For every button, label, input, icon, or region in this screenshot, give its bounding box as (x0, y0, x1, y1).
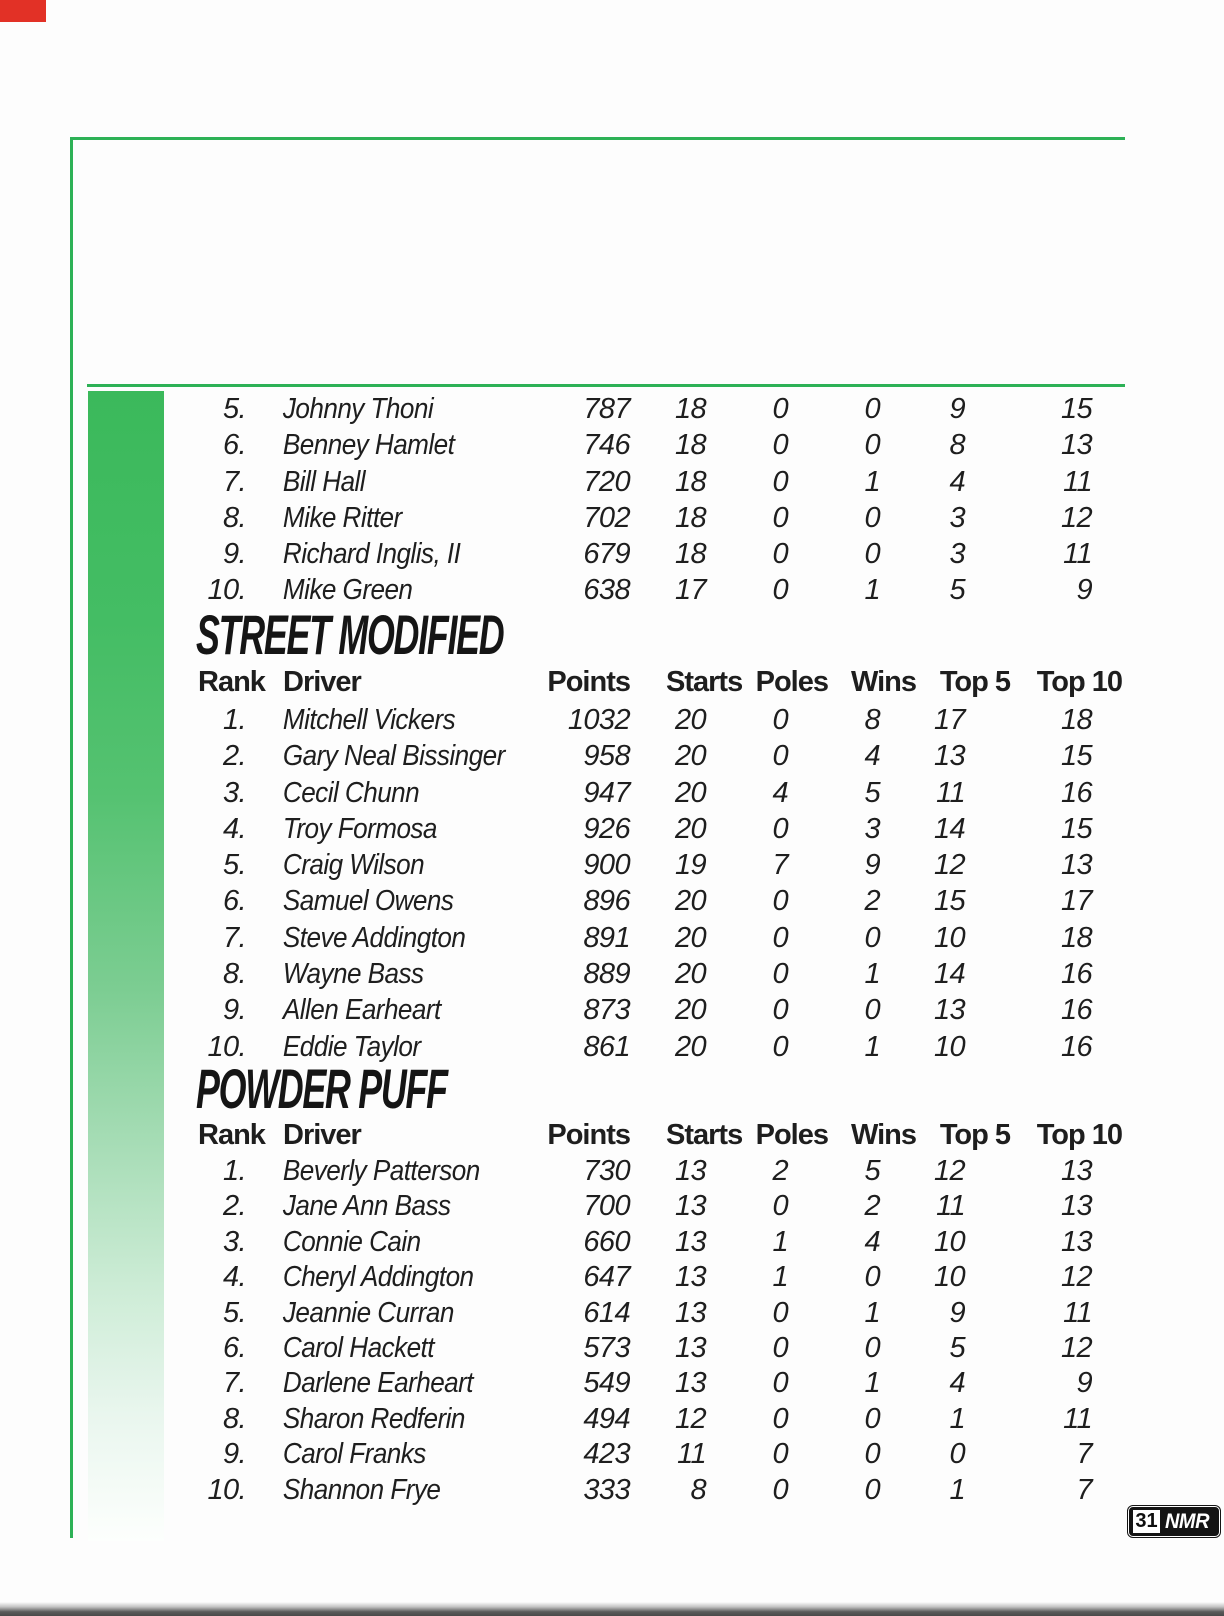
poles-cell: 0 (772, 921, 788, 954)
rank-cell: 6. (223, 429, 246, 462)
rank-column-header: Rank (198, 1119, 265, 1151)
wins-cell: 1 (864, 574, 880, 607)
starts-column-header: Starts (666, 666, 743, 698)
wins-cell: 2 (864, 1190, 880, 1223)
points-table-continued (160, 391, 1092, 609)
poles-cell: 0 (772, 994, 788, 1027)
table-row (160, 391, 1092, 427)
top5-column-header: Top 5 (939, 1119, 1010, 1151)
wins-cell: 0 (864, 1261, 880, 1294)
table-row (160, 992, 1092, 1028)
points-cell: 700 (583, 1190, 630, 1223)
poles-cell: 0 (772, 740, 788, 773)
top5-cell: 17 (933, 704, 965, 736)
rank-cell: 5. (223, 393, 246, 425)
rank-cell: 10. (207, 574, 246, 607)
starts-cell: 11 (677, 1438, 706, 1471)
top5-cell: 1 (949, 1473, 965, 1506)
driver-column-header: Driver (283, 666, 361, 698)
top10-cell: 11 (1063, 1402, 1092, 1435)
poles-cell: 1 (772, 1261, 788, 1294)
table-row (160, 427, 1092, 463)
driver-cell: Mike Green (282, 574, 413, 607)
wins-cell: 0 (864, 538, 880, 571)
starts-cell: 20 (674, 812, 706, 845)
starts-cell: 13 (674, 1367, 706, 1400)
wins-cell: 1 (864, 1030, 880, 1063)
starts-cell: 20 (674, 740, 706, 773)
poles-cell: 0 (772, 1296, 788, 1329)
points-cell: 423 (583, 1438, 630, 1471)
scan-edge-shadow (0, 1602, 1224, 1616)
driver-cell: Wayne Bass (282, 958, 424, 991)
street-modified-table (160, 702, 1092, 1065)
driver-cell: Craig Wilson (282, 849, 425, 882)
rank-cell: 4. (223, 812, 246, 845)
driver-cell: Sharon Redferin (282, 1402, 465, 1435)
top10-cell: 11 (1063, 1296, 1092, 1329)
rank-cell: 4. (223, 1261, 246, 1294)
top5-cell: 13 (933, 994, 965, 1027)
street-modified-table-header (160, 664, 1122, 700)
wins-cell: 1 (864, 958, 880, 991)
section-title-street-modified: STREET MODIFIED (196, 603, 504, 666)
points-cell: 660 (583, 1225, 630, 1258)
driver-cell: Mike Ritter (282, 501, 402, 534)
starts-cell: 20 (674, 958, 706, 991)
green-gradient-bar (88, 391, 164, 1541)
rank-cell: 9. (223, 994, 246, 1027)
points-cell: 549 (583, 1367, 630, 1400)
poles-cell: 0 (772, 1030, 788, 1063)
page-number: 31 (1133, 1510, 1160, 1533)
top5-cell: 1 (949, 1402, 965, 1435)
top10-cell: 16 (1060, 776, 1092, 809)
table-row (160, 1189, 1092, 1224)
points-cell: 926 (583, 812, 630, 845)
points-cell: 947 (583, 776, 630, 809)
points-cell: 730 (583, 1155, 630, 1187)
poles-cell: 1 (772, 1225, 788, 1258)
driver-cell: Carol Hackett (282, 1332, 434, 1365)
driver-cell: Jeannie Curran (282, 1296, 454, 1329)
powder-puff-table-header (160, 1117, 1122, 1153)
starts-cell: 13 (674, 1225, 706, 1258)
column-header-row (160, 1117, 1122, 1153)
corner-mark (0, 0, 46, 22)
top5-cell: 8 (949, 429, 965, 462)
wins-cell: 3 (864, 812, 880, 845)
table-row (160, 702, 1092, 738)
wins-cell: 4 (864, 1225, 880, 1258)
top5-cell: 3 (949, 501, 965, 534)
top10-cell: 13 (1060, 429, 1092, 462)
wins-cell: 0 (864, 1438, 880, 1471)
starts-cell: 13 (674, 1190, 706, 1223)
starts-cell: 18 (674, 501, 706, 534)
points-cell: 896 (583, 885, 630, 918)
rank-cell: 7. (223, 465, 246, 498)
wins-cell: 2 (864, 885, 880, 918)
points-cell: 702 (583, 501, 630, 534)
wins-cell: 0 (864, 921, 880, 954)
points-cell: 494 (583, 1402, 630, 1435)
poles-cell: 0 (772, 1332, 788, 1365)
top5-column-header: Top 5 (939, 666, 1010, 698)
poles-cell: 0 (772, 1190, 788, 1223)
rank-cell: 8. (223, 501, 246, 534)
top5-cell: 10 (933, 1225, 965, 1258)
poles-cell: 0 (772, 429, 788, 462)
powder-puff-table (160, 1154, 1092, 1508)
poles-cell: 0 (772, 393, 788, 425)
driver-cell: Gary Neal Bissinger (282, 740, 505, 773)
wins-cell: 0 (864, 1402, 880, 1435)
top10-column-header: Top 10 (1036, 1119, 1122, 1151)
rank-column-header: Rank (198, 666, 265, 698)
points-cell: 614 (583, 1296, 630, 1329)
rank-cell: 7. (223, 1367, 246, 1400)
poles-cell: 0 (772, 465, 788, 498)
table-row (160, 536, 1092, 572)
driver-cell: Connie Cain (282, 1225, 421, 1258)
driver-cell: Allen Earheart (282, 994, 441, 1027)
table-row (160, 956, 1092, 992)
top10-cell: 12 (1060, 501, 1092, 534)
rank-cell: 10. (207, 1473, 246, 1506)
top5-cell: 12 (933, 1155, 965, 1187)
rank-cell: 8. (223, 958, 246, 991)
top5-cell: 4 (949, 465, 965, 498)
poles-cell: 0 (772, 958, 788, 991)
rank-cell: 2. (223, 740, 246, 773)
table-row (160, 883, 1092, 919)
driver-cell: Eddie Taylor (282, 1030, 421, 1063)
wins-cell: 0 (864, 429, 880, 462)
rank-cell: 1. (223, 704, 246, 736)
wins-cell: 5 (864, 776, 880, 809)
top5-cell: 10 (933, 921, 965, 954)
starts-cell: 19 (674, 849, 706, 882)
driver-cell: Johnny Thoni (282, 393, 434, 425)
top10-cell: 16 (1060, 994, 1092, 1027)
wins-cell: 4 (864, 740, 880, 773)
driver-cell: Cheryl Addington (282, 1261, 474, 1294)
poles-cell: 0 (772, 1367, 788, 1400)
top5-cell: 14 (933, 958, 965, 991)
starts-cell: 20 (674, 885, 706, 918)
rank-cell: 7. (223, 921, 246, 954)
top10-cell: 9 (1076, 1367, 1092, 1400)
starts-cell: 20 (674, 704, 706, 736)
rank-cell: 1. (223, 1155, 246, 1187)
poles-cell: 0 (772, 1473, 788, 1506)
driver-cell: Shannon Frye (282, 1473, 441, 1506)
driver-cell: Samuel Owens (282, 885, 454, 918)
top10-cell: 7 (1076, 1473, 1092, 1506)
wins-cell: 9 (864, 849, 880, 882)
wins-cell: 0 (864, 501, 880, 534)
driver-cell: Cecil Chunn (282, 776, 420, 809)
wins-cell: 0 (864, 1332, 880, 1365)
wins-cell: 0 (864, 1473, 880, 1506)
rank-cell: 2. (223, 1190, 246, 1223)
top10-cell: 13 (1060, 1190, 1092, 1223)
magazine-logo: NMR (1165, 1509, 1210, 1533)
table-row (160, 1402, 1092, 1437)
poles-cell: 0 (772, 501, 788, 534)
table-row (160, 1225, 1092, 1260)
wins-cell: 8 (864, 704, 880, 736)
top5-cell: 11 (936, 776, 965, 809)
table-row (160, 920, 1092, 956)
points-cell: 958 (583, 740, 630, 773)
top10-cell: 15 (1060, 812, 1092, 845)
starts-column-header: Starts (666, 1119, 743, 1151)
wins-cell: 1 (864, 465, 880, 498)
table-row (160, 1154, 1092, 1189)
top5-cell: 5 (949, 574, 965, 607)
wins-cell: 1 (864, 1296, 880, 1329)
top10-cell: 17 (1060, 885, 1092, 918)
driver-cell: Troy Formosa (282, 812, 437, 845)
rank-cell: 8. (223, 1402, 246, 1435)
table-row (160, 1296, 1092, 1331)
driver-column-header: Driver (283, 1119, 361, 1151)
table-row (160, 847, 1092, 883)
table-row (160, 811, 1092, 847)
top10-cell: 11 (1063, 538, 1092, 571)
wins-column-header: Wins (850, 1119, 916, 1151)
starts-cell: 8 (690, 1473, 706, 1506)
top10-cell: 13 (1060, 1155, 1092, 1187)
points-cell: 573 (583, 1332, 630, 1365)
points-cell: 679 (583, 538, 630, 571)
top10-cell: 13 (1060, 849, 1092, 882)
green-border-left (70, 137, 73, 1538)
poles-cell: 4 (772, 776, 788, 809)
top5-cell: 9 (949, 393, 965, 425)
top10-cell: 13 (1060, 1225, 1092, 1258)
rank-cell: 9. (223, 538, 246, 571)
poles-cell: 0 (772, 885, 788, 918)
table-row (160, 1260, 1092, 1295)
rank-cell: 6. (223, 885, 246, 918)
points-cell: 1032 (567, 704, 630, 736)
points-cell: 873 (583, 994, 630, 1027)
top10-cell: 12 (1060, 1261, 1092, 1294)
top10-cell: 7 (1076, 1438, 1092, 1471)
starts-cell: 13 (674, 1296, 706, 1329)
poles-cell: 0 (772, 704, 788, 736)
driver-cell: Jane Ann Bass (282, 1190, 451, 1223)
table-row (160, 1331, 1092, 1366)
column-header-row (160, 664, 1122, 700)
top5-cell: 10 (933, 1030, 965, 1063)
poles-cell: 0 (772, 1402, 788, 1435)
wins-cell: 0 (864, 393, 880, 425)
top10-cell: 15 (1060, 393, 1092, 425)
starts-cell: 18 (674, 429, 706, 462)
green-divider-line (87, 384, 1125, 387)
poles-cell: 7 (772, 849, 788, 882)
poles-cell: 0 (772, 1438, 788, 1471)
table-row (160, 500, 1092, 536)
driver-cell: Steve Addington (282, 921, 466, 954)
poles-column-header: Poles (755, 1119, 828, 1151)
section-title-powder-puff: POWDER PUFF (196, 1057, 447, 1120)
points-column-header: Points (547, 1119, 630, 1151)
top5-cell: 14 (933, 812, 965, 845)
top10-cell: 16 (1060, 1030, 1092, 1063)
poles-cell: 0 (772, 538, 788, 571)
driver-cell: Beverly Patterson (282, 1155, 480, 1187)
starts-cell: 18 (674, 538, 706, 571)
table-row (160, 775, 1092, 811)
green-border-top (70, 137, 1125, 140)
top5-cell: 3 (949, 538, 965, 571)
top5-cell: 10 (933, 1261, 965, 1294)
points-column-header: Points (547, 666, 630, 698)
table-row (160, 464, 1092, 500)
top5-cell: 0 (949, 1438, 965, 1471)
rank-cell: 5. (223, 849, 246, 882)
points-cell: 861 (583, 1030, 630, 1063)
rank-cell: 3. (223, 776, 246, 809)
poles-cell: 0 (772, 574, 788, 607)
top5-cell: 9 (949, 1296, 965, 1329)
starts-cell: 13 (674, 1261, 706, 1294)
top5-cell: 4 (949, 1367, 965, 1400)
top5-cell: 15 (933, 885, 965, 918)
wins-cell: 1 (864, 1367, 880, 1400)
top5-cell: 12 (933, 849, 965, 882)
top5-cell: 5 (949, 1332, 965, 1365)
points-cell: 647 (583, 1261, 630, 1294)
starts-cell: 20 (674, 994, 706, 1027)
starts-cell: 13 (674, 1332, 706, 1365)
top10-cell: 9 (1076, 574, 1092, 607)
driver-cell: Carol Franks (282, 1438, 426, 1471)
points-cell: 891 (583, 921, 630, 954)
top10-cell: 15 (1060, 740, 1092, 773)
top10-cell: 18 (1060, 704, 1092, 736)
driver-cell: Benney Hamlet (282, 429, 455, 462)
starts-cell: 20 (674, 921, 706, 954)
top5-cell: 11 (936, 1190, 965, 1223)
rank-cell: 5. (223, 1296, 246, 1329)
top10-cell: 12 (1060, 1332, 1092, 1365)
starts-cell: 13 (674, 1155, 706, 1187)
points-cell: 787 (583, 393, 630, 425)
wins-column-header: Wins (850, 666, 916, 698)
points-cell: 720 (583, 465, 630, 498)
starts-cell: 20 (674, 1030, 706, 1063)
driver-cell: Darlene Earheart (282, 1367, 474, 1400)
wins-cell: 0 (864, 994, 880, 1027)
page-badge (1128, 1506, 1220, 1537)
table-row (160, 1366, 1092, 1401)
starts-cell: 17 (674, 574, 706, 607)
starts-cell: 12 (674, 1402, 706, 1435)
starts-cell: 20 (674, 776, 706, 809)
table-row (160, 1473, 1092, 1508)
table-row (160, 1437, 1092, 1472)
rank-cell: 6. (223, 1332, 246, 1365)
rank-cell: 10. (207, 1030, 246, 1063)
starts-cell: 18 (674, 465, 706, 498)
top10-cell: 11 (1063, 465, 1092, 498)
driver-cell: Mitchell Vickers (282, 704, 456, 736)
poles-cell: 2 (772, 1155, 788, 1187)
rank-cell: 3. (223, 1225, 246, 1258)
poles-cell: 0 (772, 812, 788, 845)
top10-cell: 16 (1060, 958, 1092, 991)
starts-cell: 18 (674, 393, 706, 425)
top5-cell: 13 (933, 740, 965, 773)
top10-column-header: Top 10 (1036, 666, 1122, 698)
points-cell: 638 (583, 574, 630, 607)
table-row (160, 738, 1092, 774)
driver-cell: Richard Inglis, II (282, 538, 461, 571)
points-cell: 333 (583, 1473, 630, 1506)
driver-cell: Bill Hall (282, 465, 366, 498)
top10-cell: 18 (1060, 921, 1092, 954)
wins-cell: 5 (864, 1155, 880, 1187)
points-cell: 889 (583, 958, 630, 991)
points-cell: 746 (583, 429, 630, 462)
points-cell: 900 (583, 849, 630, 882)
rank-cell: 9. (223, 1438, 246, 1471)
poles-column-header: Poles (755, 666, 828, 698)
